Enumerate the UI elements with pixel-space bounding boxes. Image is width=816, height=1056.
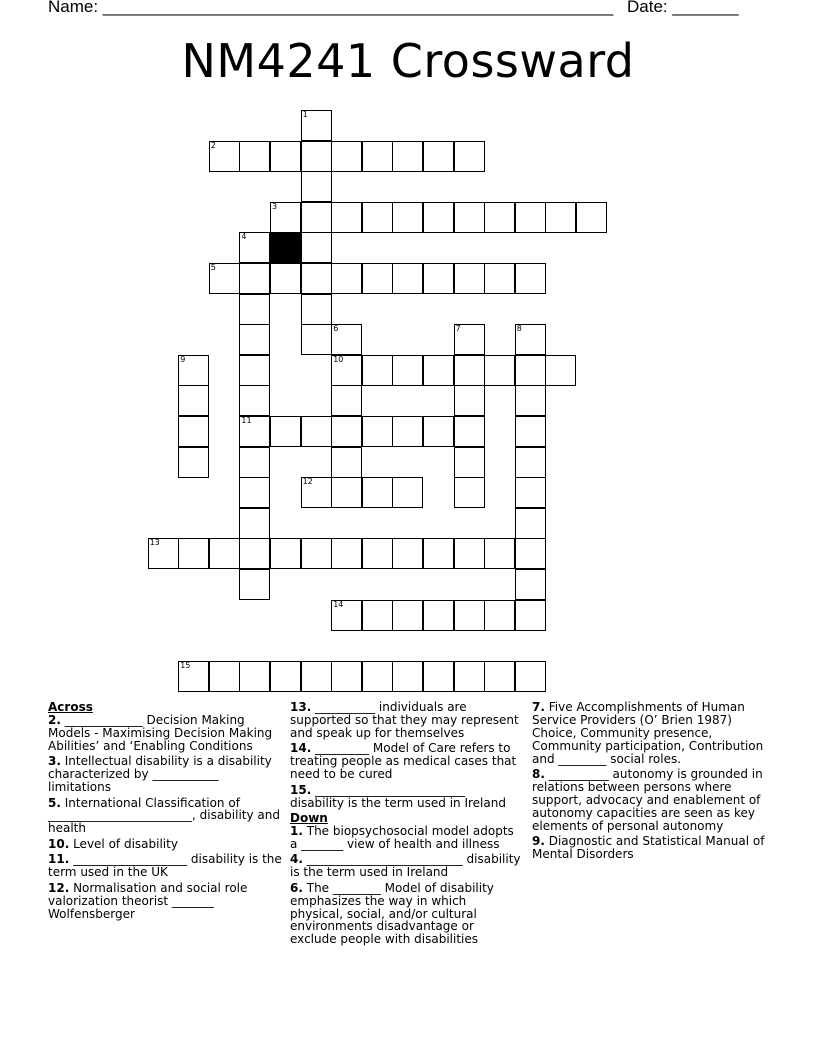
grid-cell[interactable] xyxy=(209,263,240,294)
clue-item-text: _____________ Decision Making Models - Maximising Decision Making Abilities’ and ‘Enabling Conditions xyxy=(48,712,273,753)
clue-number: 7 xyxy=(455,324,461,334)
grid-cell[interactable] xyxy=(454,202,485,233)
clue-item-number: 4. xyxy=(290,852,303,867)
grid-cell[interactable] xyxy=(331,202,362,233)
grid-cell[interactable] xyxy=(301,661,332,692)
clue-item xyxy=(290,853,522,879)
grid-cell[interactable] xyxy=(301,324,332,355)
grid-cell[interactable] xyxy=(362,661,393,692)
grid-cell[interactable] xyxy=(484,538,515,569)
grid-cell[interactable] xyxy=(454,324,485,355)
grid-cell[interactable] xyxy=(301,141,332,172)
grid-cell[interactable] xyxy=(454,661,485,692)
grid-cell[interactable] xyxy=(515,661,546,692)
date-field-label: Date: _______ xyxy=(627,0,739,16)
grid-cell[interactable] xyxy=(209,141,240,172)
grid-cell[interactable] xyxy=(392,263,423,294)
grid-cell[interactable] xyxy=(270,538,301,569)
grid-cell[interactable] xyxy=(178,538,209,569)
grid-cell[interactable] xyxy=(178,355,209,386)
clue-item-text: The ________ Model of disability emphasizes the way in which physical, social, and/or cultural environments disadvantage or exclude people with disabilities xyxy=(290,880,494,947)
clue-item xyxy=(48,882,284,921)
grid-cell[interactable] xyxy=(423,202,454,233)
grid-cell[interactable] xyxy=(178,447,209,478)
across-heading: Across xyxy=(48,700,93,714)
grid-cell[interactable] xyxy=(515,355,546,386)
clue-number: 13 xyxy=(149,538,160,548)
grid-cell[interactable] xyxy=(423,416,454,447)
grid-cell[interactable] xyxy=(331,141,362,172)
clue-item-number: 6. xyxy=(290,880,303,895)
clue-item xyxy=(290,701,522,740)
grid-cell[interactable] xyxy=(239,294,270,325)
clue-number: 14 xyxy=(333,599,344,609)
clue-item xyxy=(48,755,284,794)
clue-item xyxy=(532,701,770,766)
grid-cell[interactable] xyxy=(392,600,423,631)
clue-item-number: 12. xyxy=(48,880,70,895)
clue-number: 1 xyxy=(302,110,308,119)
grid-cell[interactable] xyxy=(331,661,362,692)
grid-cell[interactable] xyxy=(270,416,301,447)
clue-item xyxy=(290,784,522,810)
grid-cell[interactable] xyxy=(239,355,270,386)
grid-cell[interactable] xyxy=(484,355,515,386)
clue-number: 15 xyxy=(180,660,191,670)
clue-item-text: Intellectual disability is a disability characterized by ___________ limitations xyxy=(48,754,272,795)
grid-cell[interactable] xyxy=(331,324,362,355)
grid-cell[interactable] xyxy=(239,477,270,508)
grid-cell[interactable] xyxy=(423,661,454,692)
grid-cell[interactable] xyxy=(454,385,485,416)
clue-item-number: 11. xyxy=(48,852,70,867)
grid-cell[interactable] xyxy=(270,661,301,692)
grid-cell[interactable] xyxy=(239,447,270,478)
down-heading: Down xyxy=(290,811,328,826)
grid-cell[interactable] xyxy=(301,477,332,508)
grid-cell[interactable] xyxy=(454,141,485,172)
grid-cell[interactable] xyxy=(454,447,485,478)
grid-cell[interactable] xyxy=(239,569,270,600)
grid-cell[interactable] xyxy=(392,416,423,447)
grid-cell[interactable] xyxy=(515,385,546,416)
grid-cell[interactable] xyxy=(331,263,362,294)
grid-cell[interactable] xyxy=(423,600,454,631)
clue-item-text: The biopsychosocial model adopts a _______ view of health and illness xyxy=(290,823,514,851)
clue-item-number: 9. xyxy=(532,834,545,849)
grid-cell[interactable] xyxy=(392,141,423,172)
clue-item-text: _________________________ disability is the term used in Ireland xyxy=(290,782,506,810)
clue-item xyxy=(48,853,284,879)
clue-item xyxy=(532,835,770,861)
grid-cell[interactable] xyxy=(301,538,332,569)
grid-cell[interactable] xyxy=(239,232,270,263)
grid-cell[interactable] xyxy=(239,263,270,294)
grid-cell[interactable] xyxy=(515,263,546,294)
grid-cell[interactable] xyxy=(362,355,393,386)
clue-number: 9 xyxy=(180,354,186,364)
grid-cell[interactable] xyxy=(239,538,270,569)
clue-item xyxy=(290,742,522,781)
grid-cell[interactable] xyxy=(331,538,362,569)
grid-cell[interactable] xyxy=(362,263,393,294)
clue-item-text: __________________________ disability is the term used in Ireland xyxy=(290,852,521,880)
clue-item-text: __________ individuals are supported so that they may represent and speak up for themselves xyxy=(290,700,519,740)
grid-cell[interactable] xyxy=(392,202,423,233)
clue-item-number: 1. xyxy=(290,823,303,838)
grid-cell[interactable] xyxy=(454,355,485,386)
grid-cell[interactable] xyxy=(301,416,332,447)
grid-cell[interactable] xyxy=(362,477,393,508)
grid-cell[interactable] xyxy=(515,600,546,631)
clue-item-text: Normalisation and social role valorization theorist _______ Wolfensberger xyxy=(48,880,248,921)
grid-cell[interactable] xyxy=(362,600,393,631)
grid-cell[interactable] xyxy=(178,385,209,416)
grid-cell[interactable] xyxy=(515,324,546,355)
clue-number: 10 xyxy=(333,354,344,364)
clue-item-text: Five Accomplishments of Human Service Providers (O’ Brien 1987) Choice, Community presence, Community participation, Contribution and ________ social roles. xyxy=(532,700,764,766)
grid-cell[interactable] xyxy=(484,600,515,631)
clue-item xyxy=(48,838,284,851)
grid-cell[interactable] xyxy=(362,202,393,233)
clue-number: 8 xyxy=(516,324,522,334)
grid-cell[interactable] xyxy=(515,508,546,539)
clue-item xyxy=(290,825,522,851)
clue-item-text: __________ autonomy is grounded in relations between persons where support, advocacy and enablement of autonomy capacities are seen as key elements of personal autonomy xyxy=(532,767,763,833)
clue-item-number: 13. xyxy=(290,700,312,714)
grid-cell[interactable] xyxy=(515,569,546,600)
grid-cell[interactable] xyxy=(301,110,332,141)
clue-number: 4 xyxy=(241,232,247,242)
clue-number: 2 xyxy=(210,140,216,150)
clue-number: 5 xyxy=(210,263,216,272)
clues-column-3 xyxy=(532,701,770,864)
grid-cell[interactable] xyxy=(392,538,423,569)
page-title: NM4241 Crossward xyxy=(181,34,635,88)
grid-cell[interactable] xyxy=(178,661,209,692)
clue-item-text: ___________________ disability is the term used in the UK xyxy=(48,852,282,880)
name-field-label: Name: ______________________________________________________ xyxy=(48,0,614,16)
grid-cell[interactable] xyxy=(239,508,270,539)
grid-cell[interactable] xyxy=(454,477,485,508)
grid-cell[interactable] xyxy=(392,661,423,692)
grid-cell[interactable] xyxy=(178,416,209,447)
grid-cell[interactable] xyxy=(331,477,362,508)
clue-item-text: Diagnostic and Statistical Manual of Mental Disorders xyxy=(532,834,765,862)
grid-cell[interactable] xyxy=(331,447,362,478)
grid-cell[interactable] xyxy=(239,324,270,355)
grid-cell[interactable] xyxy=(423,355,454,386)
clue-item-number: 8. xyxy=(532,767,545,782)
grid-cell[interactable] xyxy=(576,202,607,233)
grid-cell[interactable] xyxy=(362,538,393,569)
grid-cell[interactable] xyxy=(331,355,362,386)
grid-cell[interactable] xyxy=(239,385,270,416)
grid-cell[interactable] xyxy=(331,416,362,447)
grid-cell[interactable] xyxy=(423,263,454,294)
grid-cell[interactable] xyxy=(301,263,332,294)
grid-cell[interactable] xyxy=(301,171,332,202)
clue-item-number: 2. xyxy=(48,712,61,727)
grid-cell[interactable] xyxy=(392,355,423,386)
grid-cell[interactable] xyxy=(331,385,362,416)
clues-column-1 xyxy=(48,701,284,923)
grid-cell[interactable] xyxy=(484,202,515,233)
grid-cell[interactable] xyxy=(515,447,546,478)
clue-item-number: 7. xyxy=(532,700,545,714)
clue-item-number: 14. xyxy=(290,741,312,756)
clue-item-number: 5. xyxy=(48,795,61,810)
grid-cell[interactable] xyxy=(515,477,546,508)
grid-cell[interactable] xyxy=(515,538,546,569)
clue-item xyxy=(532,768,770,833)
grid-cell[interactable] xyxy=(148,538,179,569)
grid-cell[interactable] xyxy=(454,538,485,569)
clue-number: 12 xyxy=(302,477,313,487)
grid-cell[interactable] xyxy=(454,600,485,631)
grid-cell[interactable] xyxy=(301,202,332,233)
grid-cell[interactable] xyxy=(454,416,485,447)
grid-cell[interactable] xyxy=(515,416,546,447)
clue-item-text: _________ Model of Care refers to treating people as medical cases that need to be cured xyxy=(290,741,517,782)
grid-cell[interactable] xyxy=(239,141,270,172)
grid-cell[interactable] xyxy=(392,477,423,508)
grid-cell[interactable] xyxy=(301,232,332,263)
grid-cell[interactable] xyxy=(484,263,515,294)
clue-number: 3 xyxy=(272,201,278,211)
clues-column-2 xyxy=(290,701,522,949)
grid-cell[interactable] xyxy=(270,202,301,233)
grid-cell[interactable] xyxy=(484,661,515,692)
grid-cell[interactable] xyxy=(239,416,270,447)
grid-cell[interactable] xyxy=(545,355,576,386)
clue-item xyxy=(48,797,284,836)
clue-item-number: 10. xyxy=(48,836,70,851)
grid-cell[interactable] xyxy=(423,538,454,569)
grid-cell[interactable] xyxy=(270,263,301,294)
clue-item xyxy=(48,714,284,753)
grid-cell[interactable] xyxy=(301,294,332,325)
grid-cell[interactable] xyxy=(362,416,393,447)
clue-item-text: International Classification of ________________________, disability and health xyxy=(48,795,281,836)
grid-cell[interactable] xyxy=(209,661,240,692)
grid-cell[interactable] xyxy=(331,600,362,631)
grid-cell[interactable] xyxy=(362,141,393,172)
clue-number: 11 xyxy=(241,416,252,425)
grid-cell[interactable] xyxy=(515,202,546,233)
clue-item-number: 3. xyxy=(48,754,61,769)
grid-cell[interactable] xyxy=(270,141,301,172)
grid-cell[interactable] xyxy=(239,661,270,692)
grid-cell[interactable] xyxy=(454,263,485,294)
clue-item xyxy=(290,882,522,947)
clue-number: 6 xyxy=(333,324,339,334)
grid-cell[interactable] xyxy=(209,538,240,569)
black-square xyxy=(270,232,301,263)
grid-cell[interactable] xyxy=(545,202,576,233)
clue-item-number: 15. xyxy=(290,782,312,797)
grid-cell[interactable] xyxy=(423,141,454,172)
clue-item-text: Level of disability xyxy=(69,836,178,851)
